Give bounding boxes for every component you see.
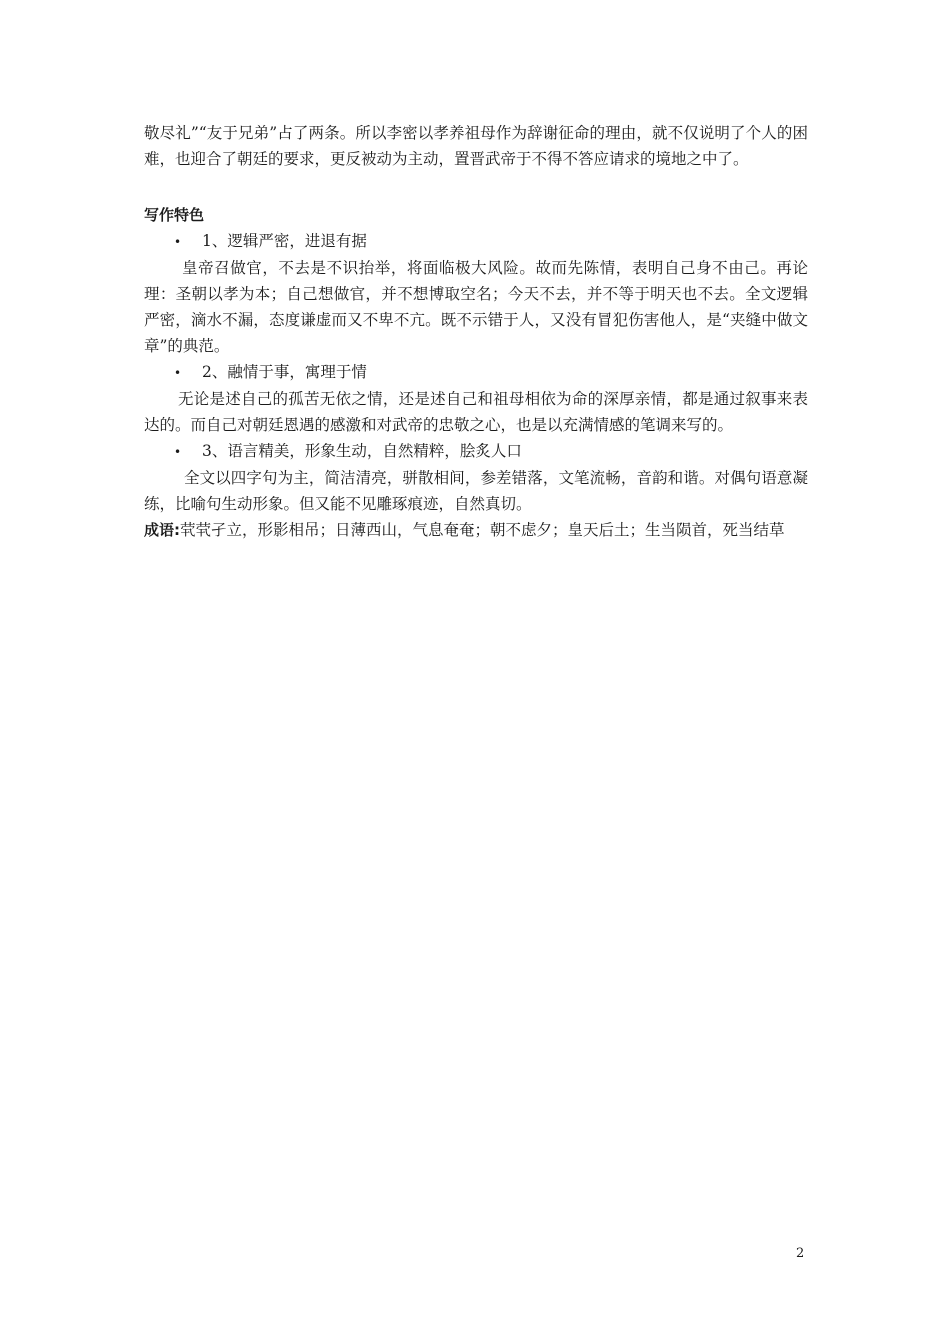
idioms-text: 茕茕孑立，形影相吊；日薄西山，气息奄奄；朝不虑夕；皇天后土；生当陨首，死当结草 [180,521,785,539]
bullet-icon: • [174,235,182,249]
bullet-icon: • [174,366,182,380]
idioms-line [144,517,808,543]
feature-body-3: 全文以四字句为主，简洁清亮，骈散相间，参差错落，文笔流畅，音韵和谐。对偶句语意凝练，比喻句生动形象。但又能不见雕琢痕迹，自然真切。 [144,469,808,513]
section-heading: 写作特色 [144,206,205,224]
feature-body-1: 皇帝召做官，不去是不识抬举，将面临极大风险。故而先陈情，表明自己身不由己。再论理：圣朝以孝为本；自己想做官，并不想博取空名；今天不去，并不等于明天也不去。全文逻辑严密，滴水不漏，态度谦虚而又不卑不亢。既不示错于人，又没有冒犯伤害他人，是“夹缝中做文章”的典范。 [144,259,808,355]
bullet-icon: • [174,445,182,459]
feature-title-1: 1、逻辑严密，进退有据 [202,232,367,250]
feature-body-2: 无论是述自己的孤苦无依之情，还是述自己和祖母相依为命的深厚亲情，都是通过叙事来表达的。而自己对朝廷恩遇的感激和对武帝的忠敬之心，也是以充满情感的笔调来写的。 [144,390,808,434]
feature-item-3 [144,438,808,465]
feature-item-2 [144,359,808,386]
feature-title-2: 2、融情于事，寓理于情 [202,363,367,381]
document-page [144,120,808,543]
feature-item-1 [144,228,808,255]
intro-paragraph: 敬尽礼”“友于兄弟”占了两条。所以李密以孝养祖母作为辞谢征命的理由，就不仅说明了个人的困难，也迎合了朝廷的要求，更反被动为主动，置晋武帝于不得不答应请求的境地之中了。 [144,124,808,168]
feature-title-3: 3、语言精美，形象生动，自然精粹，脍炙人口 [202,442,522,460]
idioms-label: 成语: [144,521,180,539]
page-number: 2 [796,1246,805,1261]
